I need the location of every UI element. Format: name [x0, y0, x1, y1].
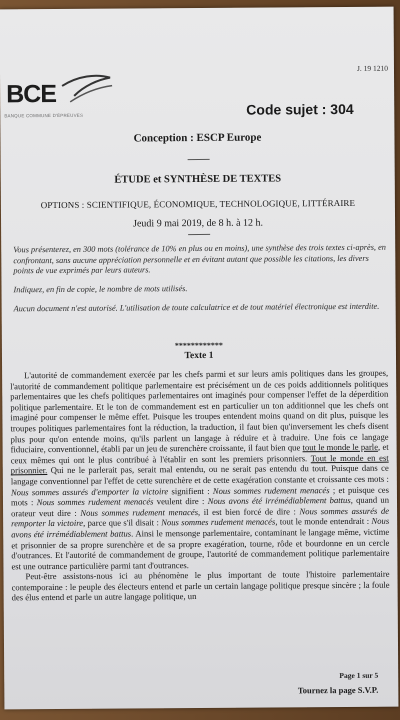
paragraph-1-segment: Nous sommes assurés d'emporter la victoire: [10, 485, 169, 497]
paragraph-1-segment: Nous sommes rudement menacés: [161, 516, 276, 528]
conception-line: Conception : ESCP Europe: [133, 131, 262, 145]
paragraph-1-segment: Nous avons été irrémédiablement battus: [11, 515, 390, 540]
star-separator: ************: [174, 340, 223, 351]
logo-subtitle: BANQUE COMMUNE D'ÉPREUVES: [4, 112, 84, 119]
options-line: OPTIONS : SCIENTIFIQUE, ÉCONOMIQUE, TECHNOLOGIQUE, LITTÉRAIRE: [40, 197, 356, 211]
exam-title: ÉTUDE et SYNTHÈSE DE TEXTES: [114, 173, 282, 186]
instruction-no-documents: Aucun document n'est autorisé. L'utilisation de toute calculatrice et de tout matériel électronique est interdite.: [13, 301, 380, 314]
paragraph-1-segment: ; et puisque ces mots :: [10, 484, 389, 508]
paragraph-1-segment: veulent dire :: [153, 496, 208, 507]
instruction-word-count: Indiquez, en fin de copie, le nombre de mots utilisés.: [13, 284, 188, 295]
exam-date: Jeudi 9 mai 2019, de 8 h. à 12 h.: [133, 217, 264, 230]
paragraph-1-segment: , parce que s'il disait :: [83, 517, 162, 529]
turn-page-note: Tournez la page S.V.P.: [297, 684, 379, 696]
paragraph-2: Peut-être assistons-nous ici au phénomène le plus important de toute l'histoire parlementaire contemporaine : le peuple des électeurs entend et parle un certain langage politique presque sincère ; la foule des élus entend et parle un autre langage politique, un: [11, 568, 390, 603]
paragraph-1-segment: , et ceux mêmes qui ont le plus contribué à l'établir en sont les premiers prisonniers.: [10, 441, 389, 466]
paragraph-1-segment: tout le monde le parle: [302, 441, 379, 453]
divider: [188, 234, 210, 235]
logo-text: BCE: [6, 79, 57, 109]
reference-number: J. 19 1210: [356, 63, 389, 73]
subject-code: Code sujet : 304: [246, 100, 354, 118]
paragraph-1-segment: Nous sommes rudement menacés: [80, 506, 199, 518]
page-number: Page 1 sur 5: [339, 670, 379, 681]
paragraph-1-segment: , il est bien forcé de dire :: [197, 506, 300, 517]
paragraph-1-segment: , tout le monde entendrait :: [275, 516, 372, 527]
paragraph-1-segment: Nous sommes assurés de remporter la victoire: [11, 505, 390, 529]
paragraph-1-segment: . Ainsi le mensonge parlementaire, contaminant le langage même, victime et prisonnier de sa propre surenchère et de sa propre exagération, tourne, rôde et bourdonne en un cercle d'outrances. Et l'autorité de commandement de groupe, l'autorité de commandement politique parlementaire est une outrance particulière parmi tant d'outrances.: [11, 526, 390, 572]
paragraph-1-segment: Qui ne le parlerait pas, serait mal entendu, ou ne serait pas entendu du tout. Puisque dans ce langage conventionnel par l'effet de cette surenchère et de cette exagération constante et croissante ces mots :: [10, 463, 389, 487]
instruction-main: Vous présenterez, en 300 mots (tolérance de 10% en plus ou en moins), une synthèse des trois textes ci-après, en confrontant, sans aucune appréciation personnelle et en évitant autant que possible les citations, les divers points de vue exprimés par leurs auteurs.: [13, 242, 386, 276]
paragraph-1-segment: Tout le monde en est prisonnier.: [10, 452, 389, 476]
paragraph-1-segment: Nous sommes rudement menacés: [36, 496, 154, 508]
paragraph-1: [10, 368, 389, 572]
exam-page: [0, 7, 398, 710]
divider: [188, 159, 210, 160]
texte-title: Texte 1: [184, 350, 214, 362]
paragraph-1-segment: L'autorité de commandement exercée par les chefs parmi et sur leurs amis politiques dans les groupes, l'autorité de commandement politique parlementaire est précisément un de ces poids additionnels politiques parlementaires que les chefs politiques parlementaires ont imaginés pour compenser l'effet de la déperdition politique parlementaire. Et le ton de commandement est en particulier un ton additionnel que les chefs ont imaginé pour compenser le même effet. Puisque les troupes entendent moins quand on dit plus, puisque les troupes politiques parlementaires font la réduction, la traduction, il faut bien qu'inversement les chefs disent plus pour qu'on entende moins, qu'ils parlent un langage à réduire et à traduire. Une fois ce langage fiduciaire, conventionnel, établi par un jeu de surenchère croissante, il faut bien que: [10, 367, 389, 455]
paragraph-1-segment: signifient :: [168, 485, 213, 496]
paragraph-1-segment: , quand un orateur veut dire :: [11, 494, 390, 519]
paragraph-1-segment: Nous avons été irrémédiablement battus: [207, 495, 351, 507]
paragraph-1-segment: Nous sommes rudement menacés: [212, 484, 330, 496]
texte-body: [10, 368, 390, 604]
